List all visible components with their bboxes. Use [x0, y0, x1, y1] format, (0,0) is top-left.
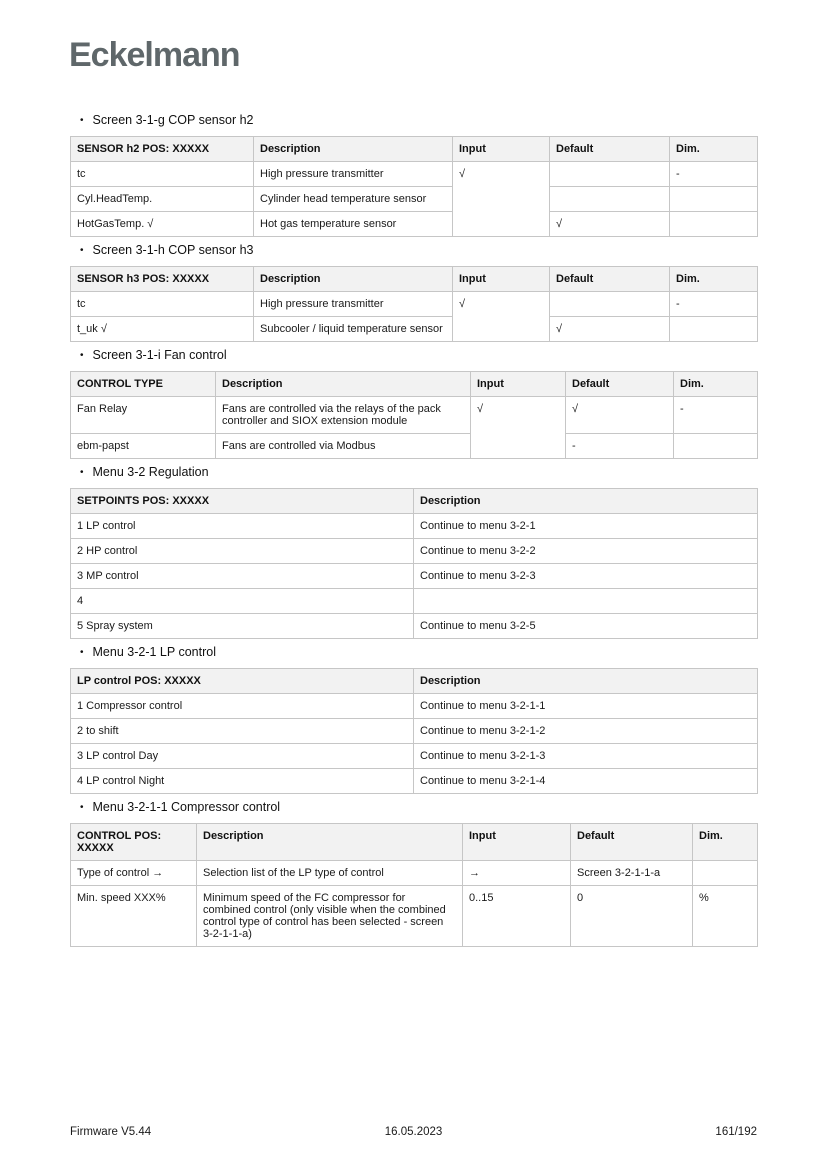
table-cell: √ — [453, 292, 550, 342]
table-cell: HotGasTemp. √ — [71, 212, 254, 237]
table-cell: Continue to menu 3-2-3 — [414, 564, 758, 589]
table-row — [71, 514, 758, 539]
table-cell: ebm-papst — [71, 434, 216, 459]
header-cell: Default — [550, 267, 670, 292]
table-cell: Fans are controlled via Modbus — [216, 434, 471, 459]
table-cell: √ — [471, 397, 566, 459]
section — [70, 347, 757, 459]
header-cell: Input — [453, 267, 550, 292]
table-cell: Continue to menu 3-2-1-2 — [414, 719, 758, 744]
table-row — [71, 162, 758, 187]
section — [70, 242, 757, 342]
table-cell: √ — [453, 162, 550, 237]
table-cell: % — [693, 886, 758, 947]
table-cell: 0..15 — [463, 886, 571, 947]
table-row — [71, 769, 758, 794]
table-cell: - — [670, 162, 758, 187]
bullet-icon: • — [80, 647, 84, 658]
table-cell: √ — [550, 317, 670, 342]
table-cell: 5 Spray system — [71, 614, 414, 639]
header-cell: SETPOINTS POS: XXXXX — [71, 489, 414, 514]
header-cell: Dim. — [693, 824, 758, 861]
header-cell: Default — [566, 372, 674, 397]
data-table — [70, 823, 758, 947]
table-cell: Continue to menu 3-2-5 — [414, 614, 758, 639]
section-title: Menu 3-2-1 LP control — [92, 645, 216, 659]
table-cell: t_uk √ — [71, 317, 254, 342]
table-cell: Continue to menu 3-2-1-4 — [414, 769, 758, 794]
table-row — [71, 397, 758, 434]
table-cell: - — [670, 292, 758, 317]
table-cell: Continue to menu 3-2-1-1 — [414, 694, 758, 719]
section — [70, 799, 757, 947]
table-cell: 3 LP control Day — [71, 744, 414, 769]
header-cell: SENSOR h2 POS: XXXXX — [71, 137, 254, 162]
table-cell: 1 LP control — [71, 514, 414, 539]
bullet-icon: • — [80, 802, 84, 813]
table-row — [71, 187, 758, 212]
table-cell: Continue to menu 3-2-2 — [414, 539, 758, 564]
header-cell: Dim. — [670, 267, 758, 292]
section-heading — [70, 644, 757, 661]
table-cell: Continue to menu 3-2-1-3 — [414, 744, 758, 769]
header-row — [71, 489, 758, 514]
header-row — [71, 137, 758, 162]
header-cell: Input — [453, 137, 550, 162]
header-cell: CONTROL POS: XXXXX — [71, 824, 197, 861]
header-cell: Description — [414, 669, 758, 694]
table-cell — [550, 162, 670, 187]
table-row — [71, 434, 758, 459]
header-cell: Default — [550, 137, 670, 162]
header-cell: Dim. — [670, 137, 758, 162]
footer-page-number: 161/192 — [715, 1126, 757, 1138]
header-cell: SENSOR h3 POS: XXXXX — [71, 267, 254, 292]
header-cell: Input — [471, 372, 566, 397]
section — [70, 464, 757, 639]
table-cell: 3 MP control — [71, 564, 414, 589]
table-cell: 1 Compressor control — [71, 694, 414, 719]
footer-firmware-version: Firmware V5.44 — [70, 1126, 152, 1138]
table-cell: Subcooler / liquid temperature sensor — [254, 317, 453, 342]
data-table — [70, 488, 758, 639]
section-title: Menu 3-2-1-1 Compressor control — [92, 800, 281, 814]
section-heading — [70, 464, 757, 481]
section — [70, 644, 757, 794]
table-row — [71, 614, 758, 639]
table-row — [71, 861, 758, 886]
table-cell: tc — [71, 162, 254, 187]
table-cell: - — [566, 434, 674, 459]
table-cell: tc — [71, 292, 254, 317]
section-title: Screen 3-1-i Fan control — [92, 348, 227, 362]
table-cell: 4 — [71, 589, 414, 614]
table-cell — [670, 212, 758, 237]
table-cell — [550, 292, 670, 317]
table-cell: 2 to shift — [71, 719, 414, 744]
sections — [70, 112, 757, 947]
header-row — [71, 267, 758, 292]
header-cell: LP control POS: XXXXX — [71, 669, 414, 694]
header-cell: CONTROL TYPE — [71, 372, 216, 397]
table-cell: 2 HP control — [71, 539, 414, 564]
table-cell: → — [463, 861, 571, 886]
footer-date: 16.05.2023 — [384, 1126, 443, 1138]
table-cell: High pressure transmitter — [254, 292, 453, 317]
header-cell: Description — [216, 372, 471, 397]
section-heading — [70, 242, 757, 259]
data-table — [70, 668, 758, 794]
table-cell: Type of control → — [71, 861, 197, 886]
header-row — [71, 824, 758, 861]
table-row — [71, 212, 758, 237]
bullet-icon: • — [80, 467, 84, 478]
table-row — [71, 539, 758, 564]
table-cell: Continue to menu 3-2-1 — [414, 514, 758, 539]
data-table — [70, 266, 758, 342]
table-row — [71, 589, 758, 614]
table-cell: Min. speed XXX% — [71, 886, 197, 947]
header-cell: Description — [254, 137, 453, 162]
section-title: Screen 3-1-g COP sensor h2 — [92, 113, 254, 127]
table-cell: √ — [550, 212, 670, 237]
table-cell — [674, 434, 758, 459]
header-cell: Input — [463, 824, 571, 861]
table-cell: Screen 3-2-1-1-a — [571, 861, 693, 886]
table-cell: High pressure transmitter — [254, 162, 453, 187]
table-cell — [693, 861, 758, 886]
section-heading — [70, 347, 757, 364]
section-heading — [70, 799, 757, 816]
table-row — [71, 292, 758, 317]
section — [70, 112, 757, 237]
table-cell — [670, 317, 758, 342]
footer — [70, 1126, 757, 1138]
header-cell: Default — [571, 824, 693, 861]
table-cell: Hot gas temperature sensor — [254, 212, 453, 237]
header-row — [71, 372, 758, 397]
table-cell: Minimum speed of the FC compressor for combined control (only visible when the combined control type of control has been selected - screen 3-2-1-1-a) — [197, 886, 463, 947]
table-cell — [414, 589, 758, 614]
eckelmann-logo: Eckelmann — [69, 36, 240, 74]
section-title: Screen 3-1-h COP sensor h3 — [92, 243, 254, 257]
table-cell: Fans are controlled via the relays of the pack controller and SIOX extension module — [216, 397, 471, 434]
header-cell: Dim. — [674, 372, 758, 397]
bullet-icon: • — [80, 115, 84, 126]
table-cell: Selection list of the LP type of control — [197, 861, 463, 886]
table-cell — [670, 187, 758, 212]
table-row — [71, 317, 758, 342]
table-cell: 4 LP control Night — [71, 769, 414, 794]
bullet-icon: • — [80, 350, 84, 361]
table-cell: Fan Relay — [71, 397, 216, 434]
table-cell: √ — [566, 397, 674, 434]
table-row — [71, 886, 758, 947]
header-row — [71, 669, 758, 694]
table-cell: - — [674, 397, 758, 434]
header-cell: Description — [197, 824, 463, 861]
table-row — [71, 744, 758, 769]
header-cell: Description — [254, 267, 453, 292]
table-row — [71, 719, 758, 744]
data-table — [70, 136, 758, 237]
table-cell: Cylinder head temperature sensor — [254, 187, 453, 212]
header-cell: Description — [414, 489, 758, 514]
section-title: Menu 3-2 Regulation — [92, 465, 209, 479]
table-cell: Cyl.HeadTemp. — [71, 187, 254, 212]
section-heading — [70, 112, 757, 129]
data-table — [70, 371, 758, 459]
table-row — [71, 694, 758, 719]
bullet-icon: • — [80, 245, 84, 256]
table-cell: 0 — [571, 886, 693, 947]
table-row — [71, 564, 758, 589]
table-cell — [550, 187, 670, 212]
